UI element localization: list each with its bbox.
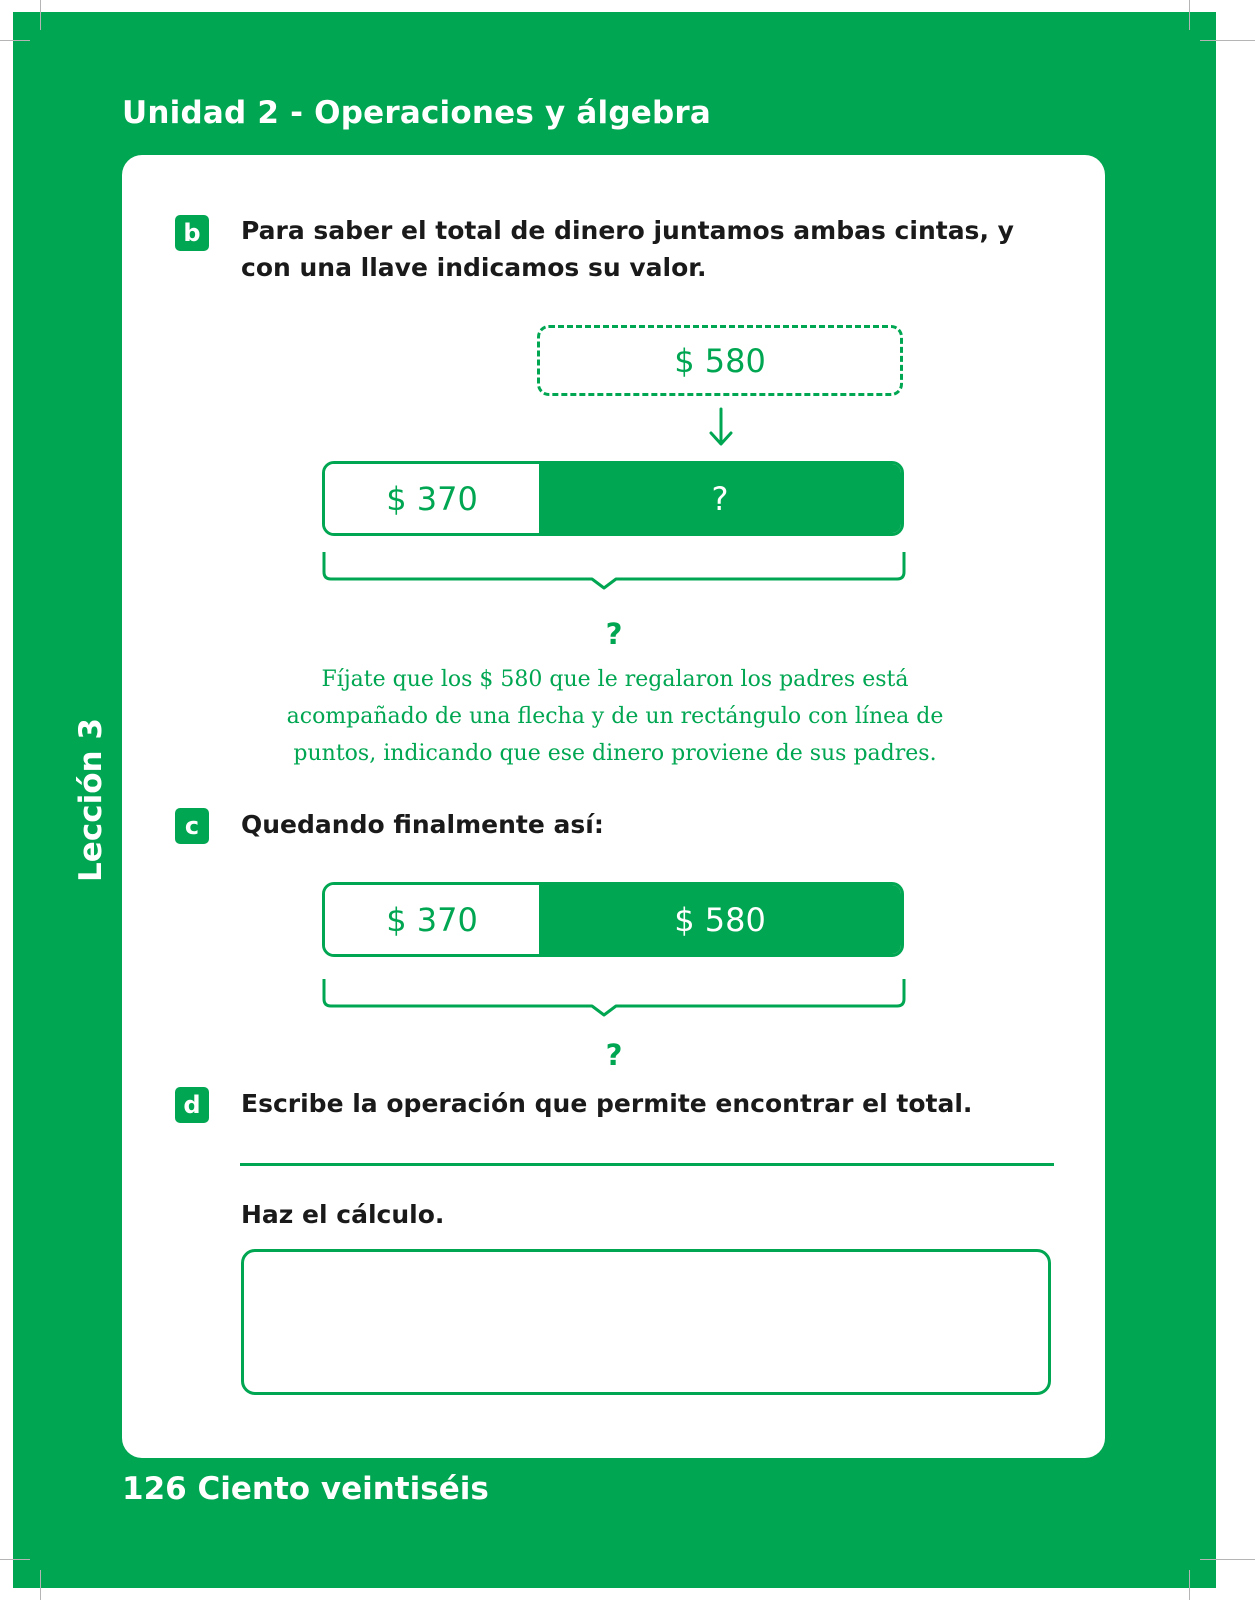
tape-bar-c: [322, 882, 904, 957]
tape-bar-b: [322, 461, 904, 536]
total-question-b: ?: [605, 617, 623, 651]
note-text: Fíjate que los $ 580 que le regalaron los padres está acompañado de una flecha y de un rectángulo con línea de puntos, indicando que ese dinero proviene de sus padres.: [286, 667, 944, 766]
badge-d: d: [175, 1087, 209, 1123]
crop-mark: [0, 1559, 30, 1560]
crop-mark: [1189, 0, 1190, 30]
calc-prompt: Haz el cálculo.: [241, 1200, 445, 1229]
total-question-c: ?: [605, 1038, 623, 1072]
badge-b: b: [175, 215, 209, 251]
badge-c: c: [175, 808, 209, 844]
crop-mark: [40, 1570, 41, 1600]
brace-icon: [322, 550, 906, 592]
crop-mark: [40, 0, 41, 30]
crop-mark: [1200, 40, 1255, 41]
answer-line[interactable]: [240, 1163, 1054, 1166]
instruction-c: Quedando finalmente así:: [241, 810, 604, 839]
instruction-d: Escribe la operación que permite encontrar el total.: [241, 1089, 973, 1118]
bar-c-right-segment: $ 580: [539, 885, 901, 954]
arrow-down-icon: [706, 407, 736, 449]
bar-c-left-segment: $ 370: [325, 885, 539, 954]
page-number-label: 126 Ciento veintiséis: [122, 1471, 489, 1507]
crop-mark: [1189, 1570, 1190, 1600]
unit-title: Unidad 2 - Operaciones y álgebra: [122, 95, 711, 131]
page-edge-strip: [1189, 12, 1216, 1588]
dashed-value-box: $ 580: [537, 325, 903, 396]
lesson-label: Lección 3: [73, 718, 109, 882]
bar-b-left-segment: $ 370: [325, 464, 539, 533]
calculation-box[interactable]: [241, 1249, 1051, 1395]
brace-icon: [322, 977, 906, 1019]
bar-b-right-segment: ?: [539, 464, 901, 533]
instruction-b: Para saber el total de dinero juntamos ambas cintas, y con una llave indicamos su valor.: [241, 216, 1014, 282]
crop-mark: [1200, 1559, 1255, 1560]
crop-mark: [0, 40, 30, 41]
